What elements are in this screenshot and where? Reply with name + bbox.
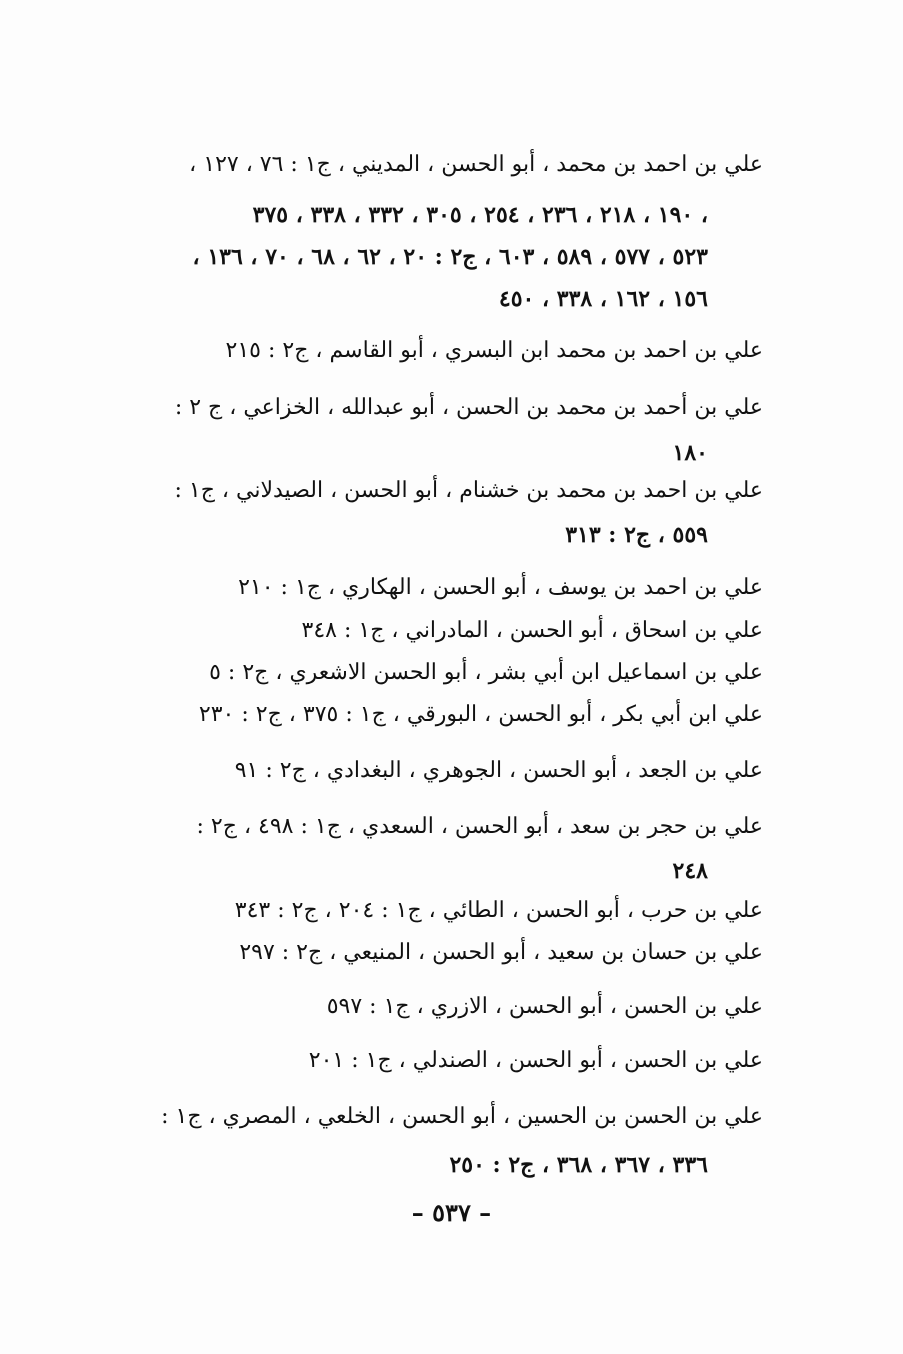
- entry-line: ٥٢٣ ، ٥٧٧ ، ٥٨٩ ، ٦٠٣ ، ج٢ : ٢٠ ، ٦٢ ، ٦٨ ، ٧٠ ، ١٣٦ ،: [192, 244, 708, 270]
- entry-line: علي بن الحسن ، أبو الحسن ، الازري ، ج١ : ٥٩٧: [326, 994, 763, 1019]
- entry-line: ١٨٠: [672, 440, 708, 466]
- entry-line: علي بن حجر بن سعد ، أبو الحسن ، السعدي ، ج١ : ٤٩٨ ، ج٢ :: [196, 814, 763, 839]
- entry-line: علي بن احمد بن محمد ابن البسري ، أبو القاسم ، ج٢ : ٢١٥: [225, 338, 763, 363]
- entry-line: علي بن اسماعيل ابن أبي بشر ، أبو الحسن الاشعري ، ج٢ : ٥: [209, 660, 763, 685]
- entry-line: علي بن حسان بن سعيد ، أبو الحسن ، المنيعي ، ج٢ : ٢٩٧: [239, 940, 763, 965]
- entry-line: علي بن الجعد ، أبو الحسن ، الجوهري ، البغدادي ، ج٢ : ٩١: [234, 758, 763, 783]
- entry-line: ٣٣٦ ، ٣٦٧ ، ٣٦٨ ، ج٢ : ٢٥٠: [449, 1152, 708, 1178]
- entry-line: علي بن حرب ، أبو الحسن ، الطائي ، ج١ : ٢٠٤ ، ج٢ : ٣٤٣: [234, 898, 763, 923]
- entry-line: علي بن احمد بن محمد بن خشنام ، أبو الحسن ، الصيدلاني ، ج١ :: [174, 478, 763, 503]
- entry-line: علي بن احمد بن محمد ، أبو الحسن ، المديني ، ج١ : ٧٦ ، ١٢٧ ،: [189, 152, 763, 177]
- entry-line: ١٩٠ ، ٢١٨ ، ٢٣٦ ، ٢٥٤ ، ٣٠٥ ، ٣٣٢ ، ٣٣٨ ، ٣٧٥ ،: [252, 202, 708, 228]
- entry-line: علي بن أحمد بن محمد بن الحسن ، أبو عبدالله ، الخزاعي ، ج ٢ :: [174, 395, 763, 420]
- entry-line: ٥٥٩ ، ج٢ : ٣١٣: [565, 522, 708, 548]
- entry-line: علي بن احمد بن يوسف ، أبو الحسن ، الهكاري ، ج١ : ٢١٠: [238, 575, 763, 600]
- entry-line: علي بن اسحاق ، أبو الحسن ، المادراني ، ج١ : ٣٤٨: [301, 618, 763, 643]
- entry-line: علي بن الحسن بن الحسين ، أبو الحسن ، الخلعي ، المصري ، ج١ :: [161, 1104, 763, 1129]
- page-number: – ٥٣٧ –: [411, 1198, 492, 1227]
- entry-line: علي ابن أبي بكر ، أبو الحسن ، البورقي ، ج١ : ٣٧٥ ، ج٢ : ٢٣٠: [198, 702, 763, 727]
- entry-line: ١٥٦ ، ١٦٢ ، ٣٣٨ ، ٤٥٠: [498, 286, 708, 312]
- entry-line: علي بن الحسن ، أبو الحسن ، الصندلي ، ج١ : ٢٠١: [308, 1048, 763, 1073]
- entry-line: ٢٤٨: [672, 858, 708, 884]
